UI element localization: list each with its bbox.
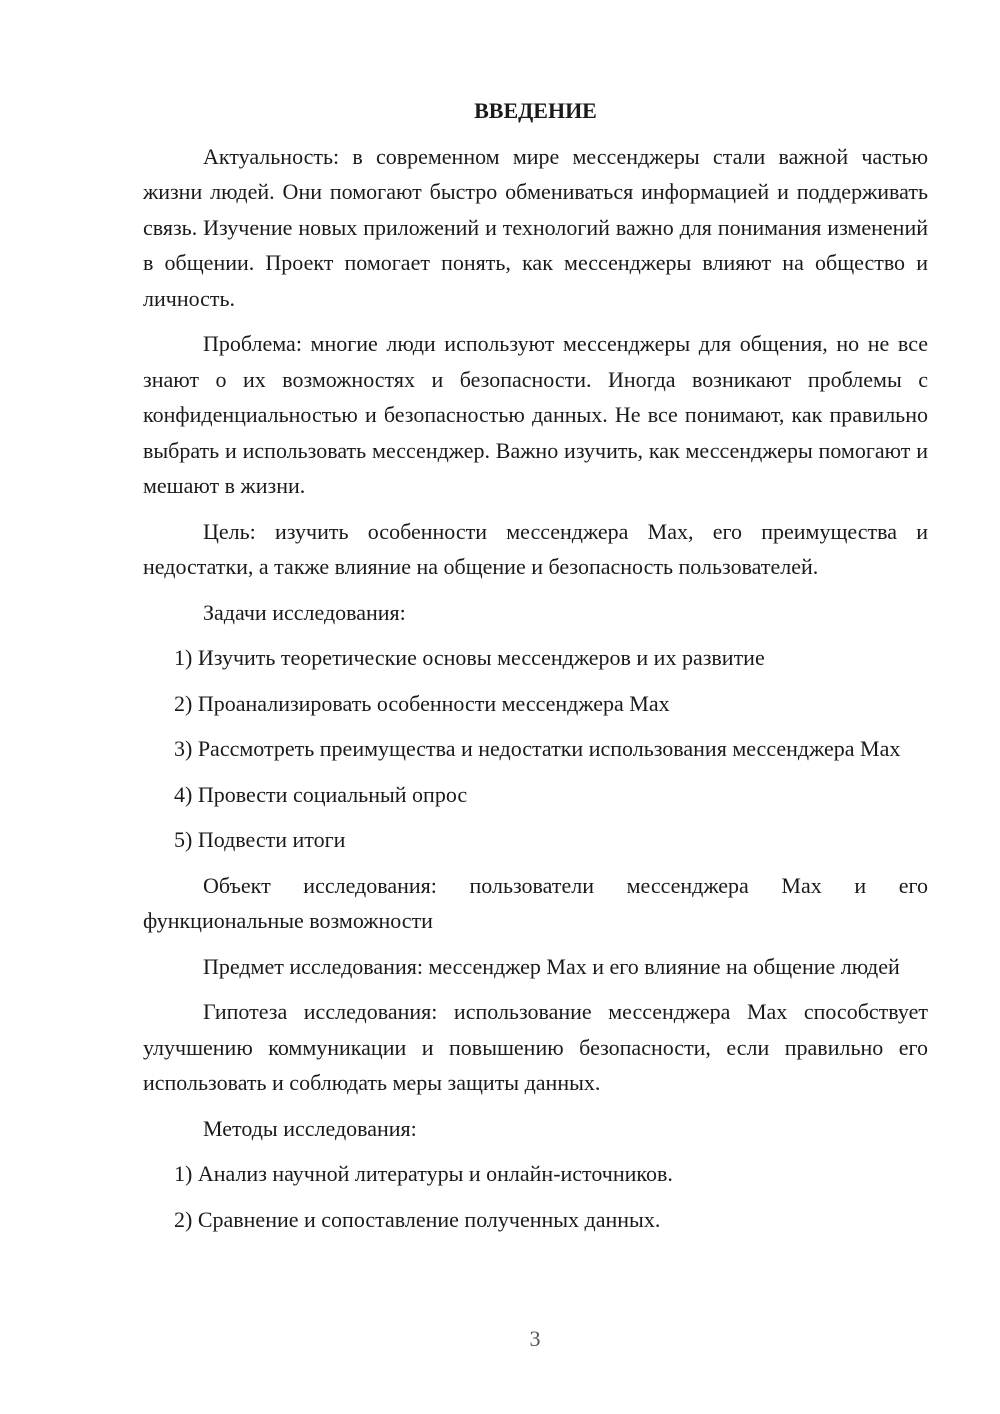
relevance-paragraph: Актуальность: в современном мире мессенджеры стали важной частью жизни людей. Они помогают быстро обмениваться информацией и поддерживать связь. Изучение новых приложений и технологий важно для понимания изменений в общении. Проект помогает понять, как мессенджеры влияют на общество и личность. <box>143 143 928 311</box>
tasks-heading: Задачи исследования: <box>203 599 406 625</box>
subject-paragraph: Предмет исследования: мессенджер Max и его влияние на общение людей <box>203 953 900 979</box>
object-paragraph <box>143 868 928 939</box>
document-page <box>143 93 928 1247</box>
section-title: ВВЕДЕНИЕ <box>474 98 597 123</box>
goal-paragraph: Цель: изучить особенности мессенджера Max, его преимущества и недостатки, а также влияние на общение и безопасность пользователей. <box>143 518 928 579</box>
hypothesis-paragraph: Гипотеза исследования: использование мессенджера Max способствует улучшению коммуникации и повышению безопасности, если правильно его использовать и соблюдать меры защиты данных. <box>143 999 928 1095</box>
methods-heading: Методы исследования: <box>203 1115 417 1141</box>
object-line-2: функциональные возможности <box>143 908 433 933</box>
task-item: 5) Подвести итоги <box>174 827 346 852</box>
task-item: 1) Изучить теоретические основы мессенджеров и их развитие <box>174 645 765 670</box>
page-number: 3 <box>529 1326 541 1351</box>
object-line-1: Объект исследования: пользователи мессенджера Max и его <box>203 872 928 898</box>
task-item: 2) Проанализировать особенности мессенджера Max <box>174 690 670 716</box>
task-item: 3) Рассмотреть преимущества и недостатки использования мессенджера Max <box>174 736 901 761</box>
task-item: 4) Провести социальный опрос <box>174 781 468 807</box>
method-item: 1) Анализ научной литературы и онлайн-источников. <box>174 1161 673 1186</box>
problem-paragraph: Проблема: многие люди используют мессенджеры для общения, но не все знают о их возможностях и безопасности. Иногда возникают проблемы с конфиденциальностью и безопасностью данных. Не все понимают, как правильно выбрать и использовать мессенджер. Важно изучить, как мессенджеры помогают и мешают в жизни. <box>143 331 928 498</box>
method-item: 2) Сравнение и сопоставление полученных данных. <box>174 1206 661 1232</box>
